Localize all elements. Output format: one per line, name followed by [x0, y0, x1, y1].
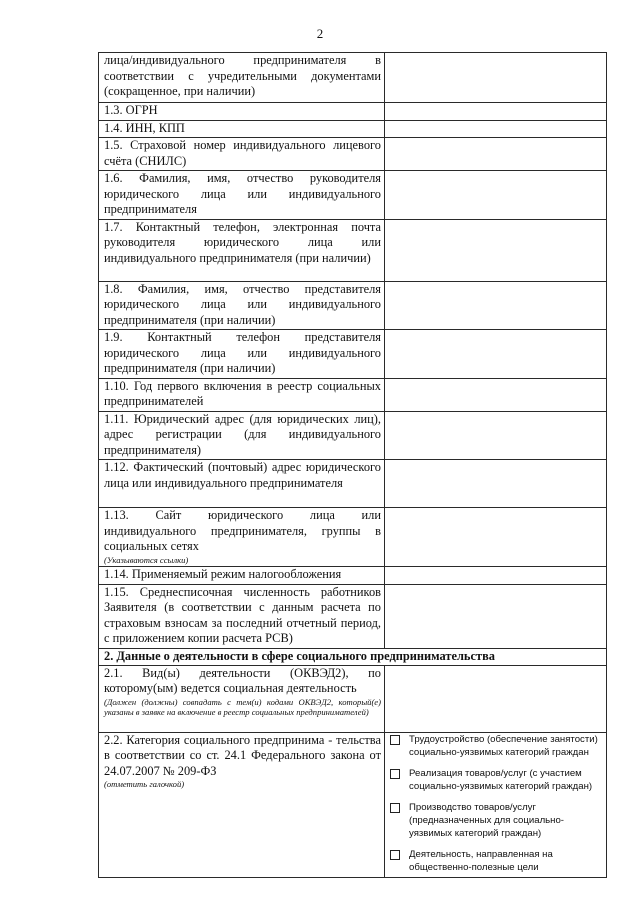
- field-value-cell[interactable]: [385, 138, 607, 171]
- application-form-table: [98, 52, 607, 878]
- field-note: (Должен (должны) совпадать с тем(и) кодами ОКВЭД2, который(е) указаны в заявке на включение в реестр социальных предпринимателей): [104, 696, 381, 717]
- category-option[interactable]: [390, 733, 603, 759]
- field-value-cell[interactable]: [385, 584, 607, 648]
- field-label: [99, 567, 385, 585]
- field-value-cell[interactable]: [385, 171, 607, 220]
- field-label: [99, 732, 385, 877]
- table-row: [99, 508, 607, 567]
- field-label-text: 1.15. Среднесписочная численность работников Заявителя (в соответствии с данным расчета по страховым взносам за последний отчетный период, с приложением копии расчета РСВ): [104, 584, 381, 645]
- category-options: [385, 732, 607, 877]
- table-row: [99, 281, 607, 330]
- field-label: [99, 138, 385, 171]
- table-row: [99, 378, 607, 411]
- field-value-cell[interactable]: [385, 411, 607, 460]
- field-label-text: лица/индивидуального предпринимателя в соответствии с учредительными документами (сокращенное, при наличии): [104, 53, 381, 98]
- field-label: [99, 103, 385, 121]
- field-label: [99, 281, 385, 330]
- table-row: [99, 665, 607, 732]
- field-value-cell[interactable]: [385, 378, 607, 411]
- field-label-text: 1.7. Контактный телефон, электронная почта руководителя юридического лица или индивидуального предпринимателя (при наличии): [104, 219, 381, 265]
- table-row: [99, 411, 607, 460]
- section-header-row: [99, 648, 607, 665]
- field-label-text: 1.12. Фактический (почтовый) адрес юридического лица или индивидуального предпринимателя: [104, 460, 381, 490]
- field-value-cell[interactable]: [385, 508, 607, 567]
- category-option-label: Производство товаров/услуг (предназначенных для социально-уязвимых категорий граждан): [409, 801, 564, 839]
- field-label-text: 1.13. Сайт юридического лица или индивидуального предпринимателя, группы в социальных сетях: [104, 508, 381, 553]
- category-option-label: Реализация товаров/услуг (с участием социально-уязвимых категорий граждан): [409, 767, 593, 792]
- field-label: [99, 665, 385, 732]
- table-row: [99, 120, 607, 138]
- field-label-text: 2.1. Вид(ы) деятельности (ОКВЭД2), по которому(ым) ведется социальная деятельность: [104, 665, 381, 695]
- table-row: [99, 732, 607, 877]
- field-note: (Указываются ссылки): [104, 554, 189, 565]
- field-value-cell[interactable]: [385, 665, 607, 732]
- field-label: [99, 378, 385, 411]
- checkbox[interactable]: [390, 769, 400, 779]
- table-row: [99, 171, 607, 220]
- table-row: [99, 53, 607, 103]
- field-label: [99, 508, 385, 567]
- field-label: [99, 120, 385, 138]
- field-label-text: 1.8. Фамилия, имя, отчество представителя юридического лица или индивидуального предпринимателя (при наличии): [104, 281, 381, 327]
- table-row: [99, 330, 607, 379]
- checkbox[interactable]: [390, 735, 400, 745]
- field-label: [99, 53, 385, 103]
- field-label: [99, 171, 385, 220]
- table-row: [99, 584, 607, 648]
- category-option[interactable]: [390, 767, 603, 793]
- field-value-cell[interactable]: [385, 281, 607, 330]
- field-value-cell[interactable]: [385, 460, 607, 508]
- field-value-cell[interactable]: [385, 53, 607, 103]
- field-label-text: 1.3. ОГРН: [104, 103, 158, 117]
- section-2-title: 2. Данные о деятельности в сфере социального предпринимательства: [99, 648, 607, 665]
- table-row: [99, 138, 607, 171]
- table-row: [99, 567, 607, 585]
- page-number: 2: [316, 26, 324, 41]
- table-row: [99, 219, 607, 281]
- field-value-cell[interactable]: [385, 103, 607, 121]
- field-label-text: 1.5. Страховой номер индивидуального лицевого счёта (СНИЛС): [104, 138, 381, 168]
- field-label: [99, 219, 385, 281]
- field-label-text: 1.9. Контактный телефон представителя юридического лица или индивидуального предпринимателя (при наличии): [104, 330, 381, 375]
- field-value-cell[interactable]: [385, 219, 607, 281]
- field-value-cell[interactable]: [385, 120, 607, 138]
- field-label-text: 1.11. Юридический адрес (для юридических лиц), адрес регистрации (для индивидуального предпринимателя): [104, 411, 381, 457]
- table-row: [99, 103, 607, 121]
- field-label: [99, 584, 385, 648]
- category-option[interactable]: [390, 801, 603, 840]
- category-option-label: Трудоустройство (обеспечение занятости) социально-уязвимых категорий граждан: [409, 733, 598, 758]
- field-label-text: 1.4. ИНН, КПП: [104, 120, 185, 135]
- category-option[interactable]: [390, 848, 603, 874]
- field-value-cell[interactable]: [385, 567, 607, 585]
- checkbox[interactable]: [390, 850, 400, 860]
- field-label-text: 1.10. Год первого включения в реестр социальных предпринимателей: [104, 378, 381, 408]
- field-label: [99, 330, 385, 379]
- field-label-text: 1.14. Применяемый режим налогообложения: [104, 567, 342, 581]
- table-row: [99, 460, 607, 508]
- field-label-text: 2.2. Категория социального предпринима - тельства в соответствии со ст. 24.1 Федерального закона от 24.07.2007 № 209-ФЗ: [104, 732, 381, 778]
- field-note: (отметить галочкой): [104, 779, 185, 789]
- field-label: [99, 411, 385, 460]
- checkbox[interactable]: [390, 803, 400, 813]
- category-option-label: Деятельность, направленная на общественно-полезные цели: [409, 848, 553, 873]
- field-value-cell[interactable]: [385, 330, 607, 379]
- field-label-text: 1.6. Фамилия, имя, отчество руководителя юридического лица или индивидуального предпринимателя: [104, 171, 381, 216]
- field-label: [99, 460, 385, 508]
